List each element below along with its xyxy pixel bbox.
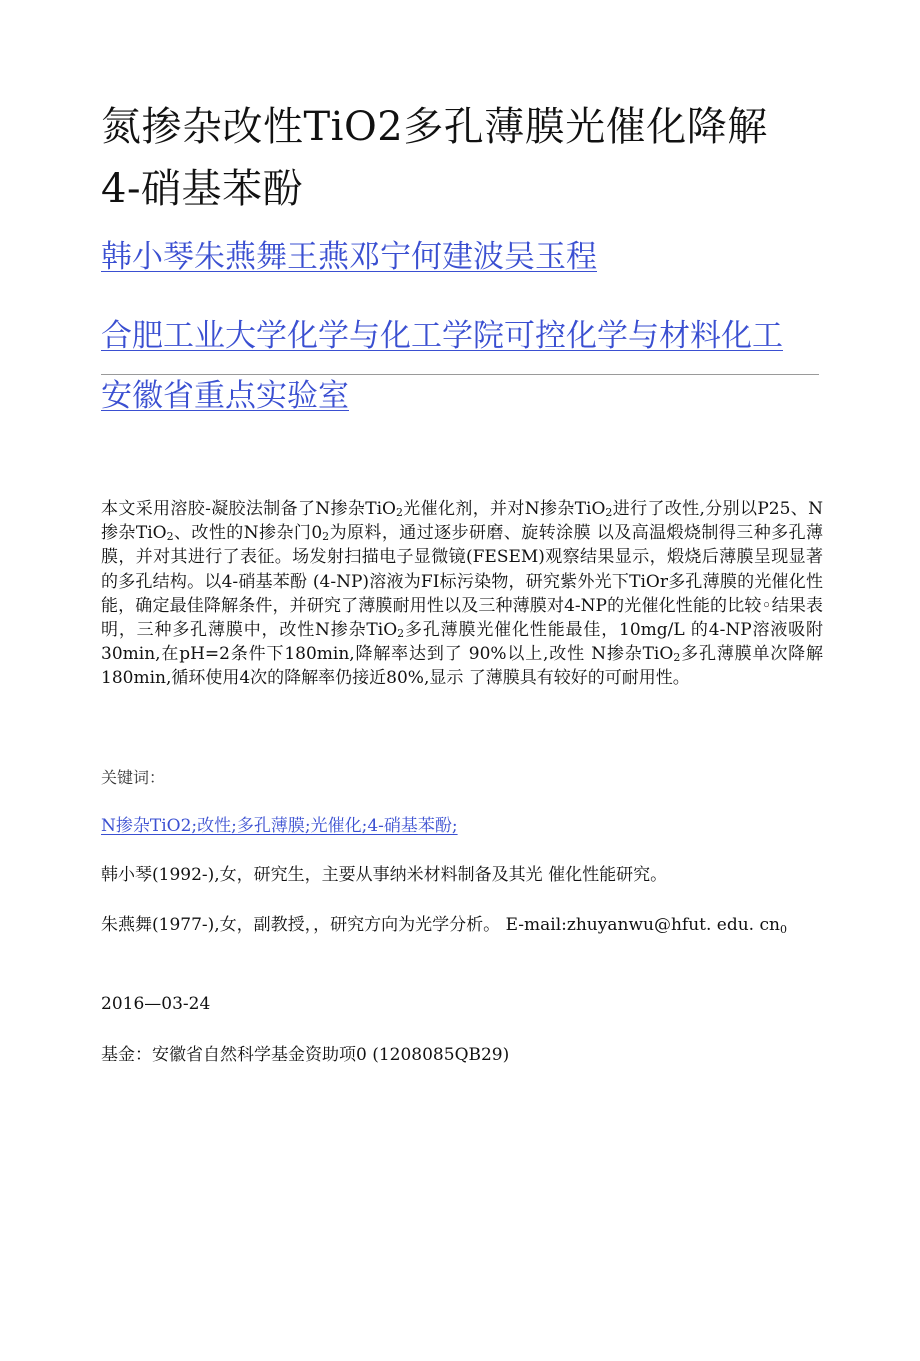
subscript: 0 xyxy=(779,923,787,936)
subscript: 2 xyxy=(673,651,681,665)
abstract-part: 进行了改性,分别以P25、N掺杂TiO xyxy=(101,499,823,544)
author-bio-2-text: 朱燕舞(1977-),女，副教授，，研究方向为光学分析。 E-mail:zhuyanwu@hfut. edu. cn xyxy=(101,915,780,935)
received-date: 2016—03-24 xyxy=(101,994,211,1014)
keywords-label: 关键词： xyxy=(101,768,166,787)
fund-info: 基金：安徽省自然科学基金资助项0 (1208085QB29) xyxy=(101,1045,510,1065)
abstract-part: 光催化剂，并对N掺杂TiO xyxy=(402,499,606,519)
paper-title xyxy=(101,96,841,220)
abstract-part: 为原料，通过逐步研磨、旋转涂膜 以及高温煅烧制得三种多孔薄膜，并对其进行了表征。场发射扫描电子显微镜(FESEM)观察结果显示，煅烧后薄膜呈现显著的多孔结构。以4-硝基苯酚 (4-NP)溶液为FI标污染物，研究紫外光下TiOr多孔薄膜的光催化性能，确定最佳降解条件，并研究了薄膜耐用性以及三种薄膜对4-NP的光催化性能的比较◦结果表明，三种多孔薄膜中，改性N掺杂TiO xyxy=(101,523,823,641)
title-line-1: 氮掺杂改性TiO2多孔薄膜光催化降解 xyxy=(101,104,768,150)
subscript: 2 xyxy=(605,506,613,519)
subscript: 2 xyxy=(322,530,330,544)
subscript: 2 xyxy=(166,530,174,544)
authors-link[interactable]: 韩小琴朱燕舞王燕邓宁何建波吴玉程 xyxy=(101,239,597,275)
abstract-part: 多孔薄膜光催化性能最佳，10mg/L 的4-NP溶液吸附30min,在pH=2条件下180min,降解率达到了 90%以上,改性 N掺杂TiO xyxy=(101,620,823,665)
affiliation-link-line-2[interactable]: 安徽省重点实验室 xyxy=(101,378,349,414)
abstract-part: 本文采用溶胶-凝胶法制备了N掺杂TiO xyxy=(101,499,396,519)
author-bio-2 xyxy=(101,912,821,943)
title-line-2: 4-硝基苯酚 xyxy=(101,166,303,212)
keywords-link[interactable]: N掺杂TiO2;改性;多孔薄膜;光催化;4-硝基苯酚; xyxy=(101,816,458,836)
affiliation-link-line-1[interactable]: 合肥工业大学化学与化工学院可控化学与材料化工 xyxy=(101,318,783,354)
subscript: 2 xyxy=(395,506,403,519)
abstract-part: 、改性的N掺杂门0 xyxy=(173,523,323,544)
author-bio-1: 韩小琴(1992-),女，研究生，主要从事纳米材料制备及其光 催化性能研究。 xyxy=(101,865,668,885)
abstract-part: 多孔薄膜单次降解180min,循环使用4次的降解率仍接近80%,显示 了薄膜具有较好的可耐用性。 xyxy=(101,644,823,689)
subscript: 2 xyxy=(397,627,405,641)
abstract-text xyxy=(101,497,823,691)
